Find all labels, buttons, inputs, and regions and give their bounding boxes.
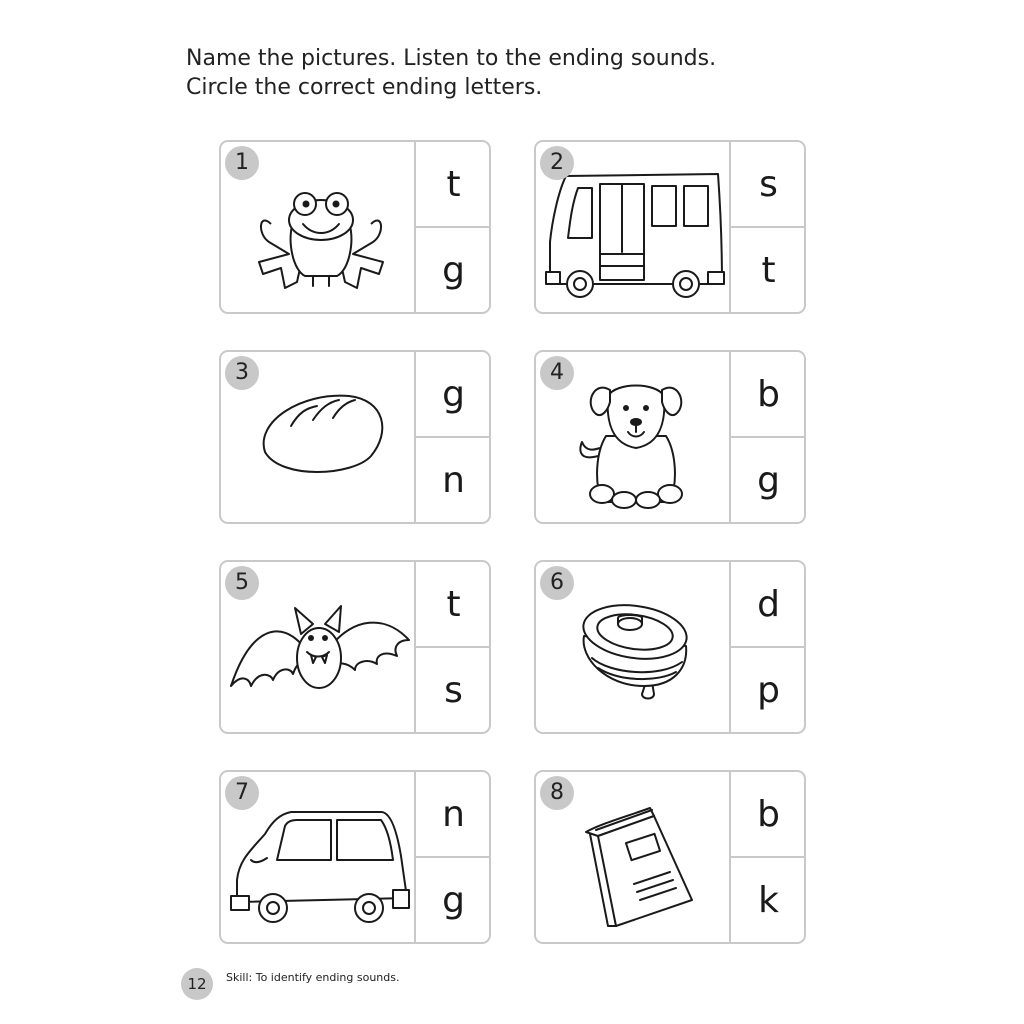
item-number: 3 xyxy=(225,356,259,390)
option-3-top[interactable]: g xyxy=(416,352,491,438)
option-6-bottom[interactable]: p xyxy=(757,670,780,711)
item-number: 2 xyxy=(540,146,574,180)
option-6-top[interactable]: d xyxy=(731,562,806,648)
option-2-top[interactable]: s xyxy=(731,142,806,228)
item-number: 5 xyxy=(225,566,259,600)
page-number: 12 xyxy=(181,968,213,1000)
exercise-card-1 xyxy=(219,140,491,314)
option-1-top[interactable]: t xyxy=(416,142,491,228)
exercise-card-5 xyxy=(219,560,491,734)
option-5-bottom[interactable]: s xyxy=(444,670,463,711)
exercise-card-7 xyxy=(219,770,491,944)
item-number: 8 xyxy=(540,776,574,810)
exercise-card-6 xyxy=(534,560,806,734)
option-5-top[interactable]: t xyxy=(416,562,491,648)
option-2-bottom[interactable]: t xyxy=(761,250,776,291)
option-7-bottom[interactable]: g xyxy=(442,880,465,921)
option-3-bottom[interactable]: n xyxy=(442,460,465,501)
item-number: 4 xyxy=(540,356,574,390)
item-number: 1 xyxy=(225,146,259,180)
exercise-card-3 xyxy=(219,350,491,524)
instruction-line-1: Name the pictures. Listen to the ending sounds. xyxy=(186,46,717,71)
option-4-bottom[interactable]: g xyxy=(757,460,780,501)
option-4-top[interactable]: b xyxy=(731,352,806,438)
option-8-bottom[interactable]: k xyxy=(758,880,779,921)
exercise-card-4 xyxy=(534,350,806,524)
instructions xyxy=(186,44,716,102)
skill-note: Skill: To identify ending sounds. xyxy=(226,971,400,984)
exercise-card-8 xyxy=(534,770,806,944)
exercise-card-2 xyxy=(534,140,806,314)
option-7-top[interactable]: n xyxy=(416,772,491,858)
instruction-line-2: Circle the correct ending letters. xyxy=(186,75,543,100)
item-number: 7 xyxy=(225,776,259,810)
option-8-top[interactable]: b xyxy=(731,772,806,858)
option-1-bottom[interactable]: g xyxy=(442,250,465,291)
item-number: 6 xyxy=(540,566,574,600)
